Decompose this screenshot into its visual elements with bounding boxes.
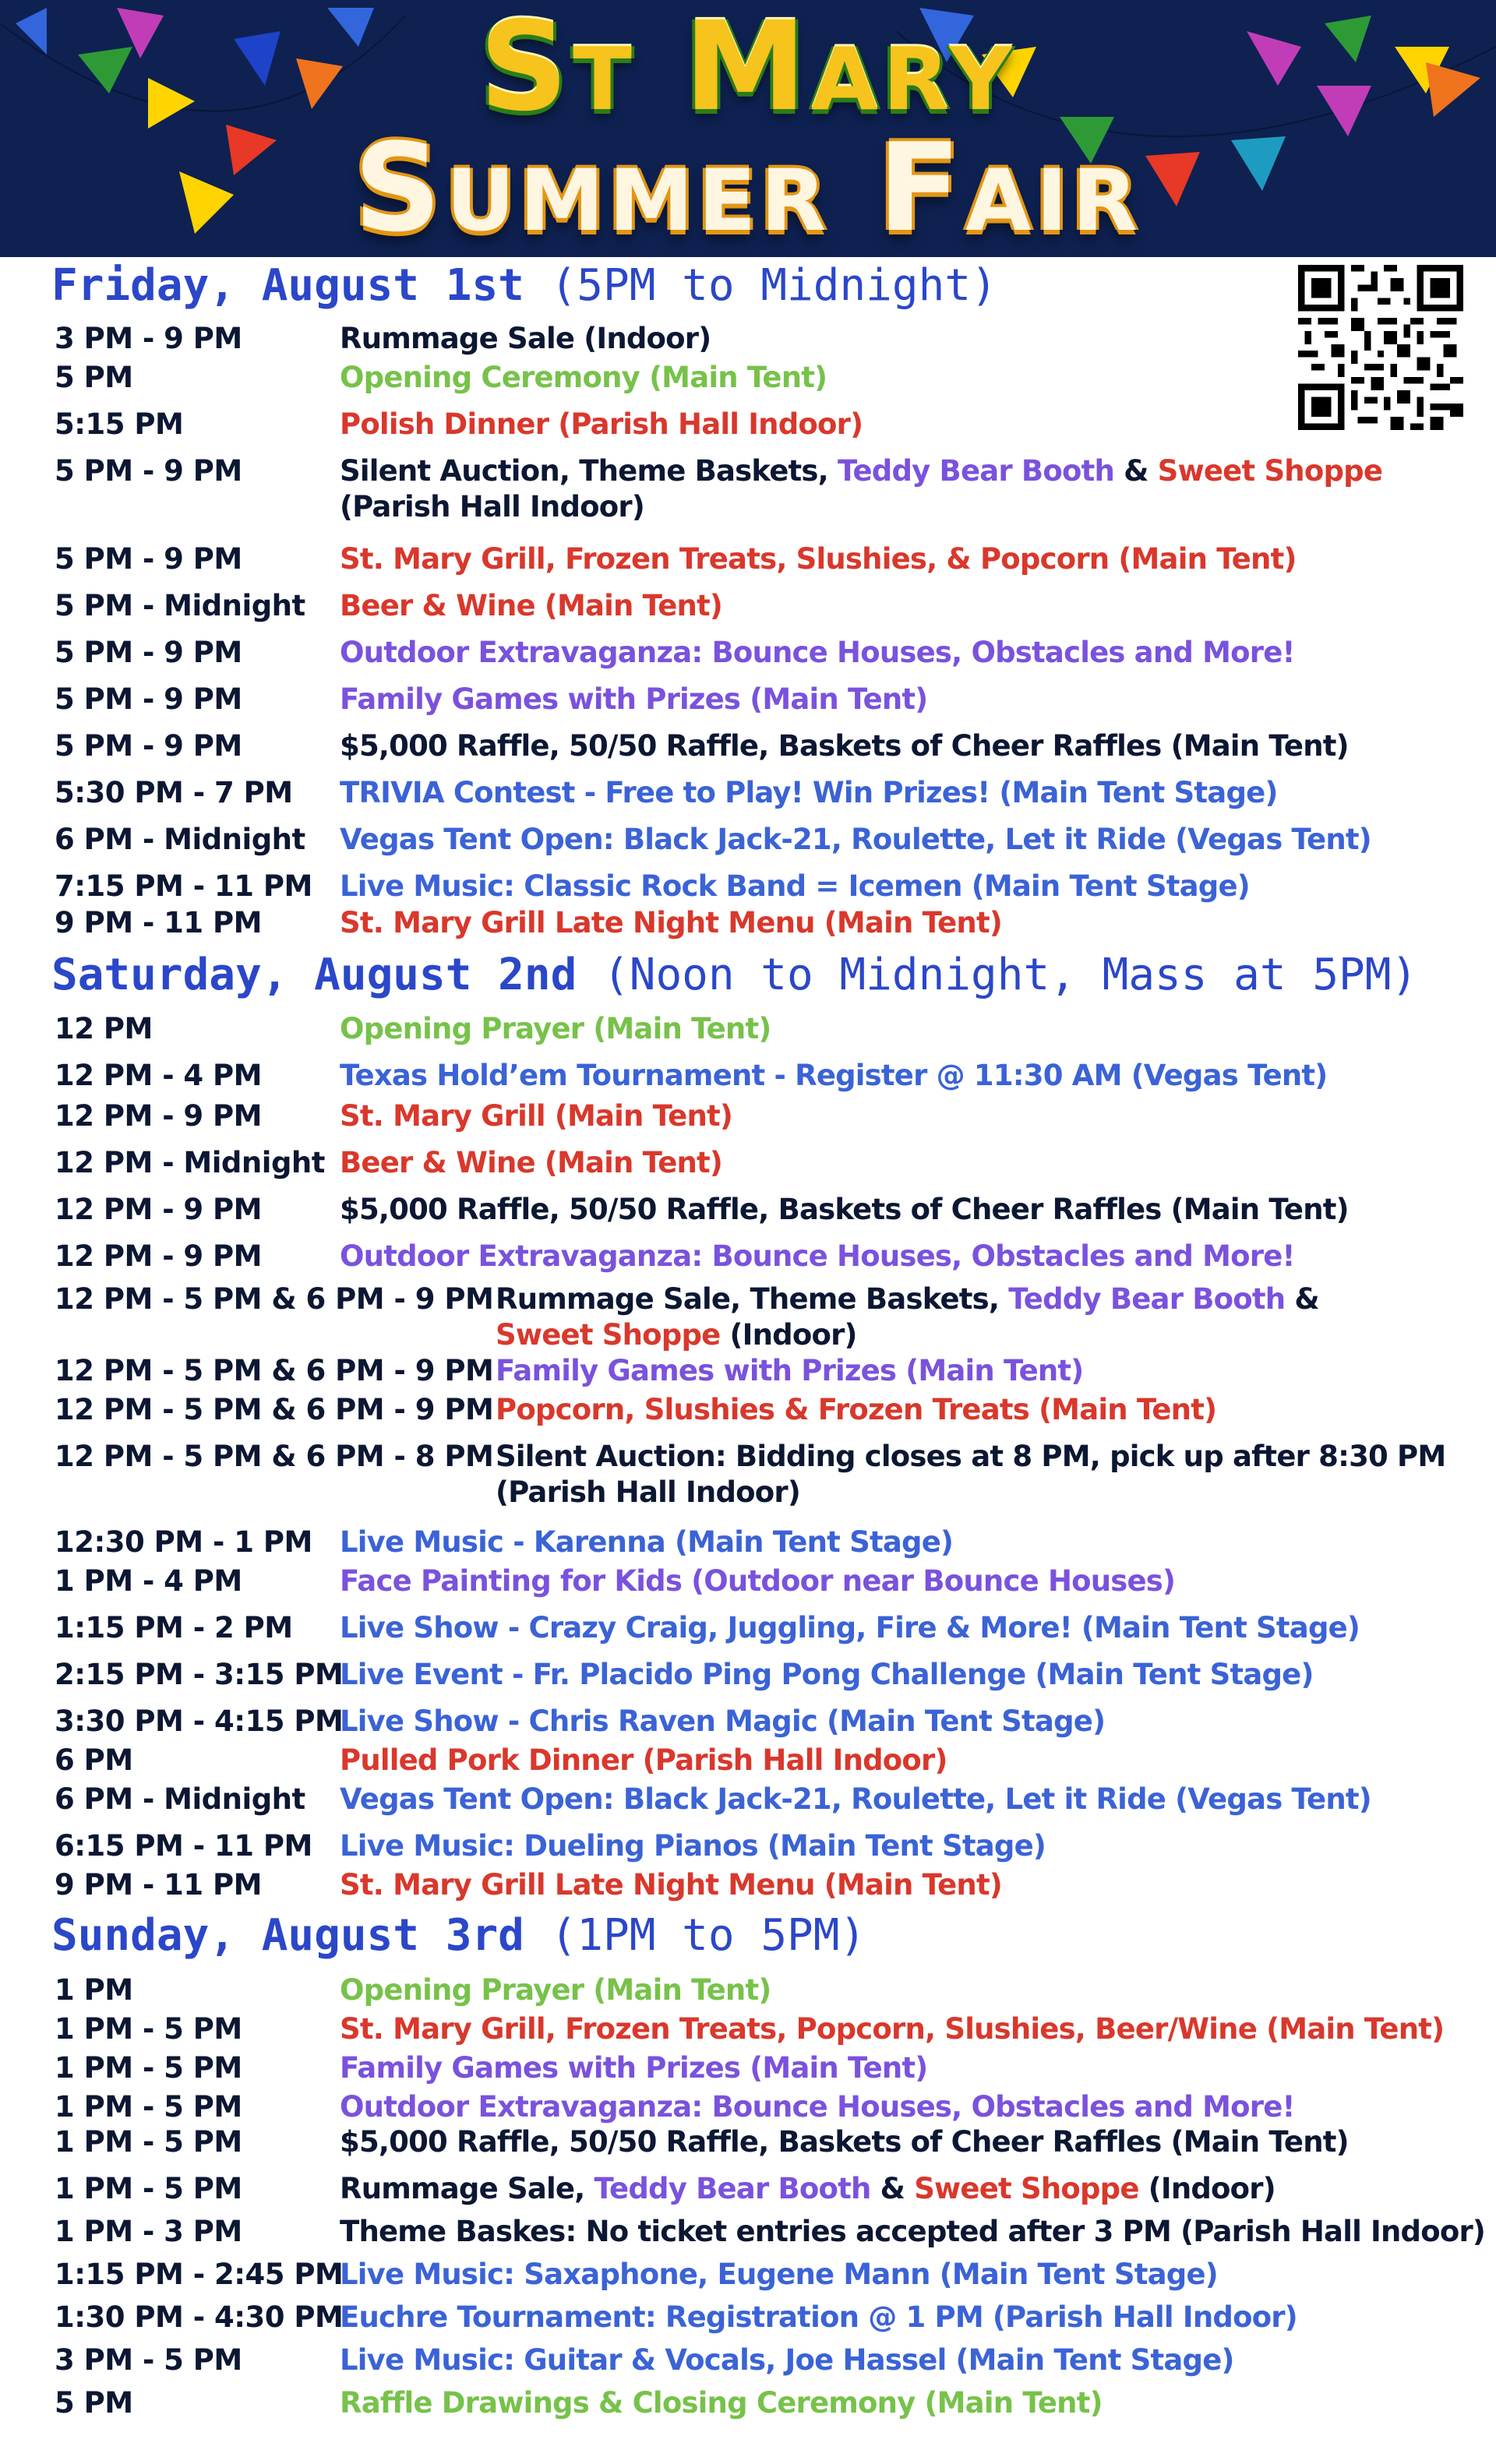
event-text: $5,000 Raffle, 50/50 Raffle, Baskets of Cheer Raffles (Main Tent) xyxy=(340,1193,1349,1226)
day-heading xyxy=(51,261,997,311)
event-description xyxy=(340,1525,953,1560)
event-text: Outdoor Extravaganza: Bounce Houses, Obstacles and More! xyxy=(340,1239,1295,1273)
event-time: 12 PM - 5 PM & 6 PM - 9 PM xyxy=(55,1393,494,1426)
event-time: 5:15 PM xyxy=(55,407,184,441)
day-hours: (Noon to Midnight, Mass at 5PM) xyxy=(603,950,1418,1000)
event-description xyxy=(340,2300,1297,2335)
schedule-row xyxy=(0,1353,1496,1391)
event-description xyxy=(340,2089,1295,2125)
event-text: Texas Hold’em Tournament - Register @ 11:30 AM (Vegas Tent) xyxy=(340,1059,1328,1092)
event-description xyxy=(340,728,1349,764)
event-time: 5 PM - Midnight xyxy=(55,589,305,622)
event-description xyxy=(340,905,1002,941)
event-description xyxy=(340,1145,722,1181)
event-time: 12 PM - 5 PM & 6 PM - 9 PM xyxy=(55,1354,494,1387)
schedule-row xyxy=(0,1972,1496,2010)
event-text: Vegas Tent Open: Black Jack-21, Roulette, Let it Ride (Vegas Tent) xyxy=(340,823,1371,856)
schedule-row xyxy=(0,2124,1496,2162)
event-text: & xyxy=(1114,454,1158,488)
event-text: Silent Auction, Theme Baskets, xyxy=(340,454,838,488)
event-text: Opening Ceremony (Main Tent) xyxy=(340,361,827,394)
event-text: Family Games with Prizes (Main Tent) xyxy=(340,2051,928,2085)
event-time: 12 PM - Midnight xyxy=(55,1146,325,1179)
event-description xyxy=(340,775,1278,811)
event-time: 12 PM - 9 PM xyxy=(55,1239,262,1273)
schedule-row xyxy=(0,2257,1496,2294)
event-time: 12 PM - 9 PM xyxy=(55,1193,262,1226)
event-time: 3 PM - 9 PM xyxy=(55,322,242,355)
schedule-row xyxy=(0,2342,1496,2380)
day-heading xyxy=(51,950,1417,1000)
event-text: Teddy Bear Booth xyxy=(594,2172,871,2205)
schedule-row xyxy=(0,2171,1496,2208)
event-text: Face Painting for Kids (Outdoor near Bounce Houses) xyxy=(340,1564,1176,1598)
event-description xyxy=(340,1782,1371,1817)
schedule-row xyxy=(0,321,1496,358)
event-time: 5 PM - 9 PM xyxy=(55,636,242,669)
event-time: 12 PM - 5 PM & 6 PM - 9 PM xyxy=(55,1282,494,1316)
event-text: Live Music: Dueling Pianos (Main Tent Stage) xyxy=(340,1829,1046,1863)
day-title: Friday, August 1st xyxy=(51,260,524,311)
schedule-row xyxy=(0,541,1496,579)
event-description xyxy=(340,541,1297,577)
event-description xyxy=(340,321,711,357)
schedule-row xyxy=(0,2214,1496,2251)
schedule-row xyxy=(0,1782,1496,1819)
fair-title-line2: Summer Fair xyxy=(354,117,1142,257)
schedule-row xyxy=(0,1145,1496,1183)
schedule-row xyxy=(0,1743,1496,1780)
event-time: 7:15 PM - 11 PM xyxy=(55,869,312,903)
event-description xyxy=(340,1610,1360,1646)
schedule-row xyxy=(0,407,1496,444)
event-description xyxy=(340,1828,1046,1864)
event-time: 2:15 PM - 3:15 PM xyxy=(55,1658,344,1691)
event-text: TRIVIA Contest - Free to Play! Win Prizes! (Main Tent Stage) xyxy=(340,776,1278,809)
event-text: Sweet Shoppe xyxy=(914,2172,1139,2205)
event-time: 1 PM - 5 PM xyxy=(55,2012,242,2046)
event-description xyxy=(340,2214,1485,2250)
event-text: St. Mary Grill Late Night Menu (Main Tent) xyxy=(340,1868,1002,1902)
schedule-row xyxy=(0,775,1496,813)
event-description xyxy=(340,682,927,717)
event-time: 1:30 PM - 4:30 PM xyxy=(55,2300,344,2334)
schedule-row xyxy=(0,1563,1496,1601)
schedule-row xyxy=(0,1098,1496,1136)
event-description xyxy=(340,1239,1295,1274)
event-description xyxy=(340,2124,1349,2160)
event-time: 12 PM - 5 PM & 6 PM - 8 PM xyxy=(55,1440,494,1473)
event-text: Beer & Wine (Main Tent) xyxy=(340,589,723,622)
event-description xyxy=(340,1098,732,1134)
event-description xyxy=(340,822,1371,858)
schedule-row xyxy=(0,2385,1496,2423)
schedule-row xyxy=(0,2300,1496,2337)
event-description xyxy=(340,1972,771,2008)
event-text: Beer & Wine (Main Tent) xyxy=(340,1146,723,1179)
event-description xyxy=(496,1281,1319,1353)
event-description xyxy=(340,2011,1444,2047)
event-time: 6 PM - Midnight xyxy=(55,823,305,856)
event-time: 12 PM - 4 PM xyxy=(55,1059,262,1092)
event-text: Family Games with Prizes (Main Tent) xyxy=(340,682,928,716)
event-text: Live Music: Classic Rock Band = Icemen (Main Tent Stage) xyxy=(340,869,1250,903)
event-text: Teddy Bear Booth xyxy=(837,454,1115,488)
event-description xyxy=(496,1439,1445,1510)
schedule-row xyxy=(0,1192,1496,1229)
event-time: 5:30 PM - 7 PM xyxy=(55,776,293,809)
schedule-row xyxy=(0,682,1496,719)
event-description xyxy=(340,360,827,396)
day-heading xyxy=(51,1911,866,1961)
event-time: 5 PM - 9 PM xyxy=(55,682,242,716)
event-text: $5,000 Raffle, 50/50 Raffle, Baskets of Cheer Raffles (Main Tent) xyxy=(340,2125,1349,2159)
schedule-row xyxy=(0,1239,1496,1276)
event-text: (Indoor) xyxy=(1138,2172,1275,2205)
schedule-row xyxy=(0,728,1496,766)
day-hours: (5PM to Midnight) xyxy=(550,260,997,311)
event-text: Rummage Sale, Theme Baskets, xyxy=(496,1282,1009,1316)
event-text: (Parish Hall Indoor) xyxy=(340,490,644,523)
event-text: & xyxy=(870,2172,915,2205)
event-time: 5 PM xyxy=(55,361,133,394)
day-title: Saturday, August 2nd xyxy=(51,950,577,1000)
event-text: Sweet Shoppe xyxy=(496,1318,721,1352)
schedule-row xyxy=(0,869,1496,906)
event-time: 6:15 PM - 11 PM xyxy=(55,1829,312,1863)
event-description xyxy=(340,2342,1234,2378)
day-hours: (1PM to 5PM) xyxy=(550,1910,866,1961)
event-text: Pulled Pork Dinner (Parish Hall Indoor) xyxy=(340,1743,947,1777)
event-text: Teddy Bear Booth xyxy=(1008,1282,1286,1316)
event-description xyxy=(496,1353,1083,1389)
event-text: Outdoor Extravaganza: Bounce Houses, Obstacles and More! xyxy=(340,2090,1295,2124)
event-text: Family Games with Prizes (Main Tent) xyxy=(496,1354,1084,1387)
schedule-row xyxy=(0,1439,1496,1509)
event-description xyxy=(340,2050,927,2086)
event-time: 1:15 PM - 2 PM xyxy=(55,1611,293,1644)
event-time: 3 PM - 5 PM xyxy=(55,2343,242,2377)
event-description xyxy=(340,1563,1175,1599)
event-description xyxy=(340,2385,1103,2421)
event-time: 5 PM - 9 PM xyxy=(55,454,242,488)
event-text: Raffle Drawings & Closing Ceremony (Main Tent) xyxy=(340,2386,1103,2420)
event-text: Live Music - Karenna (Main Tent Stage) xyxy=(340,1525,954,1559)
schedule-row xyxy=(0,1525,1496,1562)
schedule-row xyxy=(0,1867,1496,1905)
event-text: Rummage Sale, xyxy=(340,2172,595,2205)
event-time: 9 PM - 11 PM xyxy=(55,906,262,939)
event-time: 9 PM - 11 PM xyxy=(55,1868,262,1902)
event-text: Theme Baskes: No ticket entries accepted after 3 PM (Parish Hall Indoor) xyxy=(340,2215,1486,2248)
event-description xyxy=(340,869,1250,904)
event-text: (Parish Hall Indoor) xyxy=(496,1475,800,1509)
event-time: 1 PM - 5 PM xyxy=(55,2125,242,2159)
event-text: Live Show - Chris Raven Magic (Main Tent Stage) xyxy=(340,1704,1106,1738)
schedule-row xyxy=(0,2089,1496,2127)
event-time: 6 PM xyxy=(55,1743,133,1777)
event-description xyxy=(340,407,863,442)
fair-title-line1: St Mary xyxy=(479,0,1017,139)
event-text: Popcorn, Slushies & Frozen Treats (Main Tent) xyxy=(496,1393,1217,1426)
event-time: 1 PM xyxy=(55,1973,133,2007)
event-time: 1 PM - 5 PM xyxy=(55,2172,242,2205)
schedule-row xyxy=(0,1011,1496,1049)
schedule-row xyxy=(0,1704,1496,1741)
schedule-row xyxy=(0,1828,1496,1866)
event-description xyxy=(496,1392,1216,1428)
event-description xyxy=(340,1743,947,1778)
event-text: Sweet Shoppe xyxy=(1157,454,1383,488)
schedule-row xyxy=(0,905,1496,943)
event-time: 3:30 PM - 4:15 PM xyxy=(55,1704,344,1738)
event-time: 1:15 PM - 2:45 PM xyxy=(55,2258,344,2291)
event-description xyxy=(340,1704,1105,1740)
event-text: (Indoor) xyxy=(720,1318,857,1352)
event-time: 12 PM - 9 PM xyxy=(55,1099,262,1133)
event-time: 12 PM xyxy=(55,1012,153,1045)
event-description xyxy=(340,2171,1275,2207)
schedule-row xyxy=(0,588,1496,626)
schedule-row xyxy=(0,360,1496,397)
event-time: 6 PM - Midnight xyxy=(55,1782,305,1816)
event-text: St. Mary Grill, Frozen Treats, Slushies, & Popcorn (Main Tent) xyxy=(340,542,1297,576)
event-time: 5 PM - 9 PM xyxy=(55,542,242,576)
event-text: Live Music: Saxaphone, Eugene Mann (Main Tent Stage) xyxy=(340,2258,1218,2291)
schedule-row xyxy=(0,2050,1496,2088)
header-banner xyxy=(0,0,1496,257)
day-title: Sunday, August 3rd xyxy=(51,1910,524,1961)
schedule-row xyxy=(0,822,1496,859)
event-description xyxy=(340,453,1382,525)
event-description xyxy=(340,1657,1314,1693)
event-text: Silent Auction: Bidding closes at 8 PM, pick up after 8:30 PM xyxy=(496,1440,1446,1473)
event-description xyxy=(340,2257,1218,2293)
schedule-row xyxy=(0,2011,1496,2049)
event-text: Polish Dinner (Parish Hall Indoor) xyxy=(340,407,863,441)
schedule-row xyxy=(0,1657,1496,1694)
event-text: Live Show - Crazy Craig, Juggling, Fire & More! (Main Tent Stage) xyxy=(340,1611,1360,1644)
event-description xyxy=(340,1011,771,1047)
event-description xyxy=(340,1058,1327,1094)
event-text: Opening Prayer (Main Tent) xyxy=(340,1012,771,1045)
event-text: St. Mary Grill Late Night Menu (Main Tent) xyxy=(340,906,1002,939)
event-time: 1 PM - 5 PM xyxy=(55,2051,242,2085)
event-description xyxy=(340,588,722,624)
event-text: $5,000 Raffle, 50/50 Raffle, Baskets of Cheer Raffles (Main Tent) xyxy=(340,729,1349,763)
event-text: Opening Prayer (Main Tent) xyxy=(340,1973,771,2007)
event-time: 5 PM - 9 PM xyxy=(55,729,242,763)
event-text: Vegas Tent Open: Black Jack-21, Roulette, Let it Ride (Vegas Tent) xyxy=(340,1782,1371,1816)
event-time: 12:30 PM - 1 PM xyxy=(55,1525,312,1559)
schedule-row xyxy=(0,1058,1496,1095)
event-text: Euchre Tournament: Registration @ 1 PM (Parish Hall Indoor) xyxy=(340,2300,1297,2334)
event-text: Outdoor Extravaganza: Bounce Houses, Obstacles and More! xyxy=(340,636,1295,669)
event-time: 1 PM - 5 PM xyxy=(55,2090,242,2124)
event-time: 1 PM - 3 PM xyxy=(55,2215,242,2248)
schedule-row xyxy=(0,453,1496,523)
event-text: Live Event - Fr. Placido Ping Pong Challenge (Main Tent Stage) xyxy=(340,1658,1314,1691)
event-text: & xyxy=(1285,1282,1319,1316)
schedule-row xyxy=(0,1392,1496,1429)
event-description xyxy=(340,635,1295,671)
schedule-row xyxy=(0,1610,1496,1648)
event-text: St. Mary Grill, Frozen Treats, Popcorn, Slushies, Beer/Wine (Main Tent) xyxy=(340,2012,1445,2046)
event-text: Live Music: Guitar & Vocals, Joe Hassel (Main Tent Stage) xyxy=(340,2343,1234,2377)
event-time: 1 PM - 4 PM xyxy=(55,1564,242,1598)
event-text: St. Mary Grill (Main Tent) xyxy=(340,1099,733,1133)
event-description xyxy=(340,1192,1349,1228)
event-description xyxy=(340,1867,1002,1903)
event-time: 5 PM xyxy=(55,2386,133,2420)
event-text: Rummage Sale (Indoor) xyxy=(340,322,711,355)
schedule-row xyxy=(0,1281,1496,1352)
schedule-row xyxy=(0,635,1496,672)
